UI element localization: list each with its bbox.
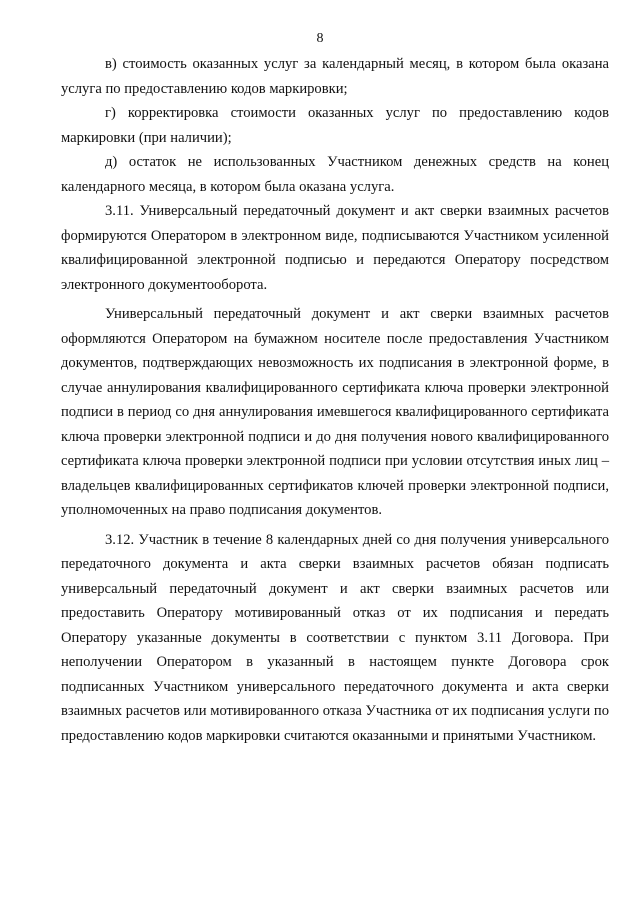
paragraph-3-11: 3.11. Универсальный передаточный документ и акт сверки взаимных расчетов формируются Оператором в электронном виде, подписываются Участником усиленной квалифицированной электронной подписью и передаются Оператору посредством электронного документооборота. — [61, 203, 609, 293]
paragraph-3-12: 3.12. Участник в течение 8 календарных дней со дня получения универсального передаточного документа и акта сверки взаимных расчетов обязан подписать универсальный передаточный документ и акт сверки взаимных расчетов или предоставить Оператору мотивированный отказ от их подписания и передать Оператору указанные документы в соответствии с пунктом 3.11 Договора. При неполучении Оператором в указанный в настоящем пункте Договора срок подписанных Участником универсального передаточного документа и акта сверки взаимных расчетов или мотивированного отказа Участника от их подписания услуги по предоставлению кодов маркировки считаются оказанными и принятыми Участником. — [61, 531, 609, 744]
page-number: 8 — [316, 31, 324, 46]
paragraph-g: г) корректировка стоимости оказанных услуг по предоставлению кодов маркировки (при наличии); — [61, 105, 609, 146]
paragraph-d: д) остаток не использованных Участником денежных средств на конец календарного месяца, в котором была оказана услуга. — [61, 154, 609, 195]
paragraph-v: в) стоимость оказанных услуг за календарный месяц, в котором была оказана услуга по предоставлению кодов маркировки; — [61, 56, 609, 97]
document-body — [61, 52, 609, 748]
paragraph-3-11-paper: Универсальный передаточный документ и акт сверки взаимных расчетов оформляются Оператором на бумажном носителе после предоставления Участником документов, подтверждающих невозможность их подписания в электронной форме, в случае аннулирования квалифицированного сертификата ключа проверки электронной подписи в период со дня аннулирования имевшегося квалифицированного сертификата ключа проверки электронной подписи и до дня получения нового квалифицированного сертификата ключа проверки электронной подписи при условии отсутствия иных лиц – владельцев квалифицированных сертификатов ключей проверки электронной подписи, уполномоченных на право подписания документов. — [61, 306, 609, 518]
